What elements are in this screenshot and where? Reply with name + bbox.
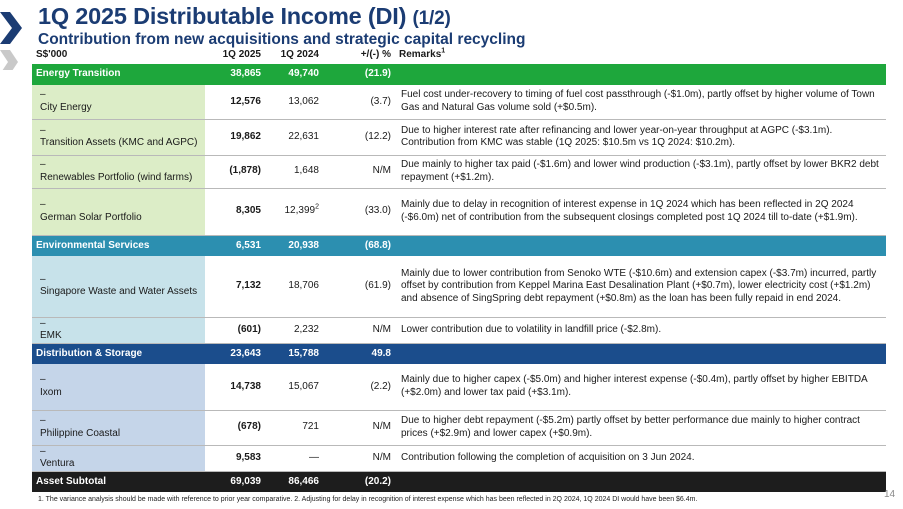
bullet-dash: – — [40, 124, 46, 136]
bullet-dash: – — [40, 317, 46, 329]
remarks-cell: Contribution following the completion of acquisition on 3 Jun 2024. — [395, 445, 886, 471]
value-1q2024-text: 18,706 — [288, 280, 319, 291]
bullet-dash: – — [40, 273, 46, 285]
value-1q2024-text: 15,067 — [288, 380, 319, 392]
remarks-cell — [395, 235, 886, 256]
item-label-text: Ventura — [40, 458, 75, 469]
table-row — [32, 188, 886, 235]
bullet-dash: – — [40, 89, 46, 101]
page-number: 14 — [884, 489, 896, 500]
bullet-dash: – — [40, 199, 46, 210]
value-1q2024-text: — — [309, 451, 319, 463]
value-1q2025: 7,132 — [205, 256, 265, 317]
col-header-change: +/(-) % — [360, 48, 391, 60]
value-1q2025: 19,862 — [205, 119, 265, 155]
value-1q2024: 20,938 — [265, 235, 323, 256]
value-1q2025: 6,531 — [205, 235, 265, 256]
section-label: Asset Subtotal — [32, 471, 205, 492]
item-label — [32, 410, 205, 445]
value-1q2024-text: 721 — [302, 421, 319, 433]
remarks-cell — [395, 471, 886, 492]
value-1q2024 — [265, 445, 323, 471]
item-label — [32, 188, 205, 235]
value-change: N/M — [323, 317, 395, 343]
value-1q2025: 12,576 — [205, 85, 265, 119]
item-label-text: Renewables Portfolio (wind farms) — [40, 171, 193, 183]
item-label — [32, 445, 205, 471]
remarks-cell: Mainly due to higher capex (-$5.0m) and higher interest expense (-$0.4m), partly offset by higher EBITDA (+$2.0m) and lower tax paid (+$3.1m). — [395, 364, 886, 410]
value-change: 49.8 — [323, 343, 395, 364]
value-change: (61.9) — [323, 256, 395, 317]
bullet-dash: – — [40, 374, 46, 386]
value-1q2024: 15,788 — [265, 343, 323, 364]
value-change: N/M — [323, 410, 395, 445]
value-1q2024 — [265, 410, 323, 445]
item-label-text: Singapore Waste and Water Assets — [40, 286, 198, 298]
chevron-arrows-icon — [0, 0, 34, 70]
section-label: Environmental Services — [32, 235, 205, 256]
col-header-1q2025: 1Q 2025 — [222, 48, 261, 60]
section-row — [32, 471, 886, 492]
value-change: (21.9) — [323, 64, 395, 85]
item-label — [32, 256, 205, 317]
item-label-text: Transition Assets (KMC and AGPC) — [40, 137, 198, 148]
section-row — [32, 235, 886, 256]
item-label — [32, 85, 205, 119]
value-1q2024 — [265, 155, 323, 188]
value-change: (20.2) — [323, 471, 395, 492]
footnote: 1. The variance analysis should be made with reference to prior year comparative. 2. Adjusting for delay in recognition of interest expense which has been reflected in 2Q 2024, 1Q 2024 DI would have been $6.4m. — [38, 496, 698, 503]
table-header-row — [32, 46, 886, 64]
item-label — [32, 364, 205, 410]
value-change: (3.7) — [323, 85, 395, 119]
table-row — [32, 256, 886, 317]
value-1q2025: 38,865 — [205, 64, 265, 85]
page-title-part: (1/2) — [412, 8, 451, 29]
remarks-cell — [395, 64, 886, 85]
value-change: (68.8) — [323, 235, 395, 256]
value-1q2025: 8,305 — [205, 188, 265, 235]
value-1q2024: 49,740 — [265, 64, 323, 85]
value-1q2024-text: 2,232 — [293, 323, 319, 335]
remarks-cell: Due to higher debt repayment (-$5.2m) partly offset by better performance due mainly to higher contract prices (+$2.9m) and lower capex (+$0.9m). — [395, 410, 886, 445]
value-1q2025: 23,643 — [205, 343, 265, 364]
bullet-dash: – — [40, 159, 46, 170]
value-change: N/M — [323, 155, 395, 188]
value-1q2024 — [265, 317, 323, 343]
section-label: Distribution & Storage — [32, 343, 205, 364]
table-row — [32, 155, 886, 188]
item-label-text: City Energy — [40, 101, 92, 113]
remarks-cell — [395, 343, 886, 364]
value-change: (12.2) — [323, 119, 395, 155]
value-1q2024 — [265, 256, 323, 317]
value-1q2024-text: 13,062 — [288, 95, 319, 107]
item-label — [32, 317, 205, 343]
value-1q2024: 86,466 — [265, 471, 323, 492]
remarks-cell: Lower contribution due to volatility in landfill price (-$2.8m). — [395, 317, 886, 343]
item-label-text: Philippine Coastal — [40, 427, 121, 439]
bullet-dash: – — [40, 445, 46, 457]
page-title: 1Q 2025 Distributable Income (DI) (1/2) — [38, 3, 451, 29]
table-row — [32, 119, 886, 155]
item-label-text: Ixom — [40, 386, 62, 398]
value-1q2025: (601) — [205, 317, 265, 343]
item-label — [32, 155, 205, 188]
remarks-cell: Due to higher interest rate after refinancing and lower year-on-year throughput at AGPC (-$3.1m). Contribution from KMC was stable (1Q 2025: $10.5m vs 1Q 2024: $10.2m). — [395, 119, 886, 155]
item-label-text: German Solar Portfolio — [40, 211, 142, 223]
value-1q2024 — [265, 188, 323, 235]
value-1q2025: (678) — [205, 410, 265, 445]
remarks-cell: Mainly due to delay in recognition of interest expense in 1Q 2024 which has been reflected in 2Q 2024 (-$6.0m) net of contribution from the subsequent closings completed post 1Q 2024 till to-date (+$1.9m). — [395, 188, 886, 235]
value-1q2024-text: 12,399 — [284, 205, 316, 217]
col-header-remarks: Remarks$^1$ — [399, 47, 446, 60]
value-change: N/M — [323, 445, 395, 471]
remarks-cell: Due mainly to higher tax paid (-$1.6m) and lower wind production (-$3.1m), partly offset by lower BKR2 debt repayment (+$1.2m). — [395, 155, 886, 188]
value-1q2024 — [265, 364, 323, 410]
table-row — [32, 364, 886, 410]
table-row — [32, 317, 886, 343]
bullet-dash: – — [40, 415, 46, 426]
distributable-income-table — [32, 46, 886, 492]
table-row — [32, 85, 886, 119]
section-row — [32, 343, 886, 364]
value-1q2025: 9,583 — [205, 445, 265, 471]
col-header-1q2024: 1Q 2024 — [280, 48, 319, 60]
value-1q2025: 69,039 — [205, 471, 265, 492]
value-1q2024-text: 22,631 — [288, 130, 319, 142]
value-1q2024 — [265, 85, 323, 119]
value-footnote-marker: 2 — [315, 203, 319, 211]
item-label-text: EMK — [40, 330, 62, 341]
value-1q2024 — [265, 119, 323, 155]
section-label: Energy Transition — [32, 64, 205, 85]
table-row — [32, 410, 886, 445]
col-header-label: S$'000 — [36, 48, 68, 60]
item-label — [32, 119, 205, 155]
page-subtitle: Contribution from new acquisitions and strategic capital recycling — [38, 31, 526, 48]
value-change: (33.0) — [323, 188, 395, 235]
value-1q2024-text: 1,648 — [293, 165, 319, 177]
value-1q2025: 14,738 — [205, 364, 265, 410]
remarks-cell: Fuel cost under-recovery to timing of fuel cost passthrough (-$1.0m), partly offset by higher volume of Town Gas and Natural Gas volume sold (+$0.5m). — [395, 85, 886, 119]
remarks-cell: Mainly due to lower contribution from Senoko WTE (-$10.6m) and extension capex (-$3.7m) incurred, partly offset by contribution from Keppel Marina East Desalination Plant (+$0.7m), lower electricity cost (+$1.2m) and absence of SingSpring debt repayment (+$0.8m) as the loan has been fully repaid in end 2024. — [395, 256, 886, 317]
section-row — [32, 64, 886, 85]
table-row — [32, 445, 886, 471]
value-1q2025: (1,878) — [205, 155, 265, 188]
value-change: (2.2) — [323, 364, 395, 410]
